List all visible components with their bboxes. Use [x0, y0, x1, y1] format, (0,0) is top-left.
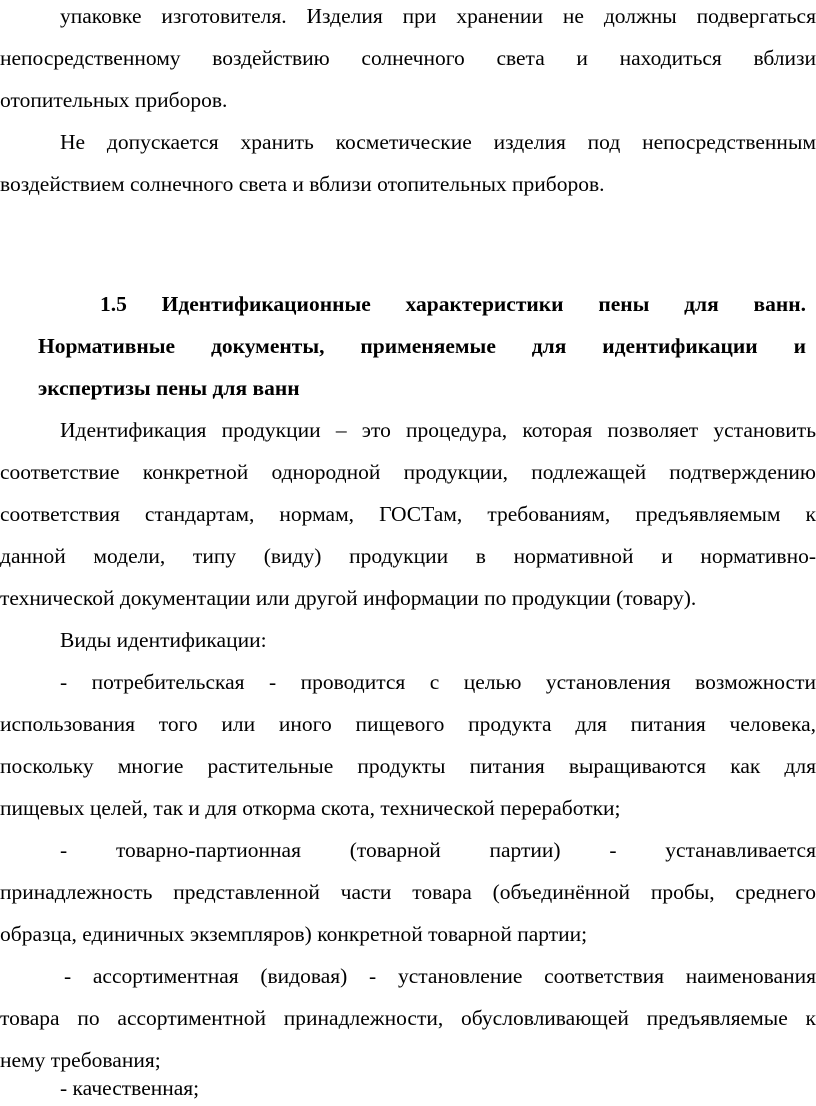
paragraph-line: Виды идентификации:: [60, 628, 267, 652]
paragraph-line: непосредственному воздействию солнечного света и находиться вблизи: [0, 46, 816, 70]
section-heading-line: Нормативные документы, применяемые для идентификации и: [38, 334, 806, 358]
paragraph-line: Идентификация продукции – это процедура, которая позволяет установить: [60, 418, 816, 442]
list-item-line: использования того или иного пищевого продукта для питания человека,: [0, 712, 816, 736]
section-heading-line: 1.5 Идентификационные характеристики пены для ванн.: [100, 292, 806, 316]
paragraph-line: соответствия стандартам, нормам, ГОСТам, требованиям, предъявляемым к: [0, 502, 816, 526]
list-item-line: - потребительская - проводится с целью установления возможности: [60, 670, 816, 694]
paragraph-line: отопительных приборов.: [0, 88, 228, 112]
list-item-line: поскольку многие растительные продукты питания выращиваются как для: [0, 754, 816, 778]
paragraph-line: упаковке изготовителя. Изделия при хранении не должны подвергаться: [60, 4, 816, 28]
list-item-line: - качественная;: [60, 1076, 200, 1100]
paragraph-line: данной модели, типу (виду) продукции в нормативной и нормативно-: [0, 544, 816, 568]
paragraph-line: технической документации или другой информации по продукции (товару).: [0, 586, 697, 610]
list-item-line: товара по ассортиментной принадлежности, обусловливающей предъявляемые к: [0, 1006, 816, 1030]
section-heading-line: экспертизы пены для ванн: [38, 376, 300, 400]
paragraph-line: Не допускается хранить косметические изделия под непосредственным: [60, 130, 816, 154]
list-item-line: нему требования;: [0, 1048, 161, 1072]
list-item-line: принадлежность представленной части товара (объединённой пробы, среднего: [0, 880, 816, 904]
list-item-line: пищевых целей, так и для откорма скота, технической переработки;: [0, 796, 621, 820]
paragraph-line: соответствие конкретной однородной продукции, подлежащей подтверждению: [0, 460, 816, 484]
list-item-line: - ассортиментная (видовая) - установление соответствия наименования: [64, 964, 816, 988]
list-item-line: - товарно-партионная (товарной партии) - устанавливается: [60, 838, 816, 862]
list-item-line: образца, единичных экземпляров) конкретной товарной партии;: [0, 922, 588, 946]
paragraph-line: воздействием солнечного света и вблизи отопительных приборов.: [0, 172, 605, 196]
